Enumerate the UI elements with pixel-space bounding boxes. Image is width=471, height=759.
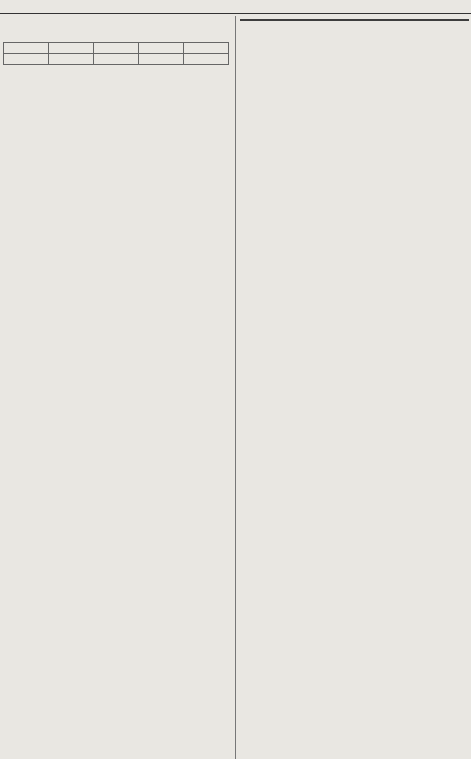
right-column — [240, 16, 469, 759]
col-header — [139, 43, 184, 54]
col-number — [49, 54, 94, 65]
col-header — [94, 43, 139, 54]
col-header — [4, 43, 49, 54]
col-header — [49, 43, 94, 54]
table-number-row — [4, 54, 229, 65]
header-rule — [0, 13, 471, 14]
col-number — [94, 54, 139, 65]
column-divider — [235, 16, 236, 759]
col-header-empty — [184, 43, 229, 54]
standings-table — [3, 42, 229, 65]
table-header-row — [4, 43, 229, 54]
page-header — [0, 0, 471, 14]
col-number — [139, 54, 184, 65]
col-number — [4, 54, 49, 65]
left-column — [3, 16, 231, 759]
article-heading-banner — [240, 19, 469, 21]
